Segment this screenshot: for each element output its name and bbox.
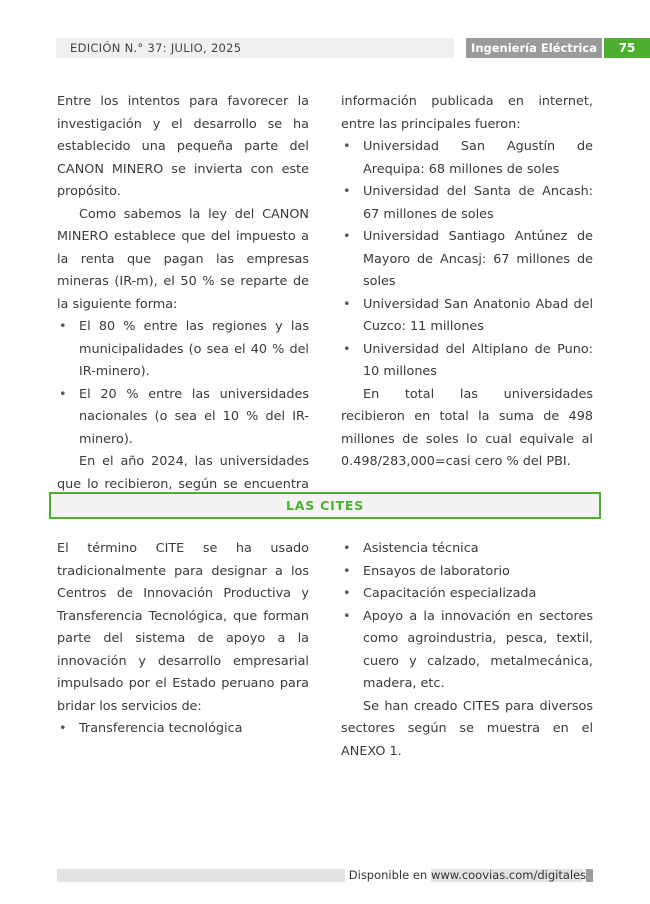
paragraph: Entre los intentos para favorecer la investigación y el desarrollo se ha establecido una pequeña parte del CANON MINERO se invierta con este propósito. [57, 94, 309, 199]
column-2 [341, 91, 593, 474]
paragraph: En total las universidades recibieron en total la suma de 498 millones de soles lo cual equivale al 0.498/283,000=casi cero % del PBI. [341, 386, 593, 469]
list-item: • Ensayos de laboratorio [341, 561, 593, 584]
column-1 [57, 91, 309, 519]
footer-label: Disponible en [348, 868, 428, 882]
list-item: • El 80 % entre las regiones y las municipalidades (o sea el 40 % del IR-minero). [57, 316, 309, 384]
list-item: • Asistencia técnica [341, 538, 593, 561]
column-4 [341, 538, 593, 763]
footer-bar [57, 869, 345, 882]
bullet-list [341, 136, 593, 384]
list-item: • Apoyo a la innovación en sectores como agroindustria, pesca, textil, cuero y calzado, metalmecánica, madera, etc. [341, 606, 593, 696]
section-title: LAS CITES [49, 492, 601, 519]
footer-url-link[interactable]: www.coovias.com/digitales [431, 868, 587, 882]
footer-end-block [586, 869, 593, 882]
bullet-list [57, 718, 309, 741]
list-item: • Universidad del Altiplano de Puno: 10 millones [341, 339, 593, 384]
bullet-list [341, 538, 593, 696]
list-item: • Universidad San Agustín de Arequipa: 68 millones de soles [341, 136, 593, 181]
paragraph: Se han creado CITES para diversos sectores según se muestra en el ANEXO 1. [341, 698, 593, 759]
bullet-list [57, 316, 309, 451]
paragraph: El término CITE se ha usado tradicionalmente para designar a los Centros de Innovación Productiva y Transferencia Tecnológica, que forman parte del sistema de apoyo a la innovación y desarrollo empresarial impulsado por el Estado peruano para bridar los servicios de: [57, 541, 309, 714]
list-item: • Universidad del Santa de Ancash: 67 millones de soles [341, 181, 593, 226]
list-item: • Universidad San Anatonio Abad del Cuzco: 11 millones [341, 294, 593, 339]
edition-header: EDICIÓN N.° 37: JULIO, 2025 [56, 38, 454, 58]
paragraph: En el año 2024, las universidades que lo recibieron, según se encuentra [57, 454, 309, 492]
list-item: • Capacitación especializada [341, 583, 593, 606]
section-tab: Ingeniería Eléctrica [466, 38, 602, 58]
page-number: 75 [604, 38, 650, 58]
list-item: • Transferencia tecnológica [57, 718, 309, 741]
list-item: • El 20 % entre las universidades nacionales (o sea el 10 % del IR-minero). [57, 384, 309, 452]
column-3 [57, 538, 309, 741]
paragraph: Como sabemos la ley del CANON MINERO establece que del impuesto a la renta que pagan las empresas mineras (IR-m), el 50 % se reparte de la siguiente forma: [57, 206, 309, 312]
paragraph: información publicada en internet, entre las principales fueron: [341, 94, 593, 132]
list-item: • Universidad Santiago Antúnez de Mayoro de Ancasj: 67 millones de soles [341, 226, 593, 294]
